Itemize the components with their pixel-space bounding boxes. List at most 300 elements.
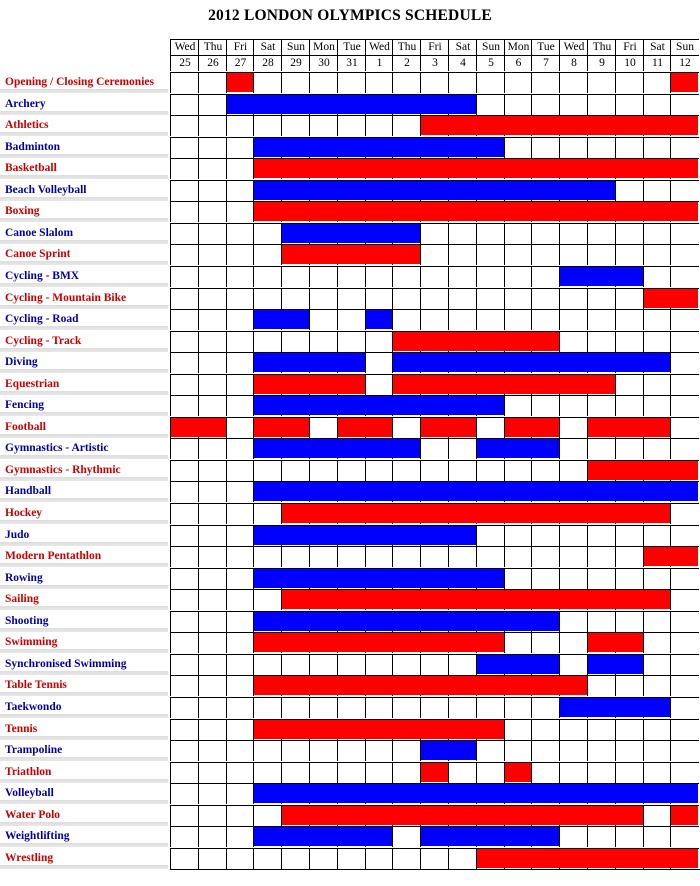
schedule-cell: [448, 309, 477, 330]
sport-label: Cycling - Road: [0, 309, 168, 330]
date-label: 3: [432, 57, 438, 69]
schedule-cell: [365, 460, 393, 481]
schedule-cell: [587, 309, 616, 330]
schedule-cell: [392, 309, 421, 330]
schedule-cell: [226, 223, 254, 244]
schedule-cell: [587, 525, 616, 546]
schedule-cell: [337, 460, 366, 481]
schedule-cell: [643, 654, 671, 675]
schedule-cell: [253, 115, 282, 136]
event-bar: [393, 353, 670, 372]
schedule-cell: [226, 805, 254, 826]
event-bar: [254, 676, 587, 695]
schedule-cell: [170, 740, 199, 761]
sport-row: [0, 115, 700, 136]
sport-label: Fencing: [0, 395, 168, 416]
schedule-cell: [337, 288, 366, 309]
schedule-cell: [226, 395, 254, 416]
schedule-cell: [198, 848, 227, 869]
event-bar: [254, 526, 476, 545]
sport-label: Judo: [0, 525, 168, 546]
schedule-cell: [198, 374, 227, 395]
date-column-header: [420, 39, 449, 71]
sport-label: Trampoline: [0, 740, 168, 761]
schedule-cell: [670, 740, 699, 761]
schedule-cell: [504, 137, 532, 158]
schedule-cell: [337, 331, 366, 352]
event-bar: [671, 806, 698, 825]
schedule-cell: [226, 115, 254, 136]
schedule-cell: [587, 762, 616, 783]
weekday-label: Wed: [171, 40, 199, 56]
schedule-cell: [670, 826, 699, 847]
sport-row: [0, 697, 700, 718]
sport-label: Swimming: [0, 632, 168, 653]
date-column-header: [476, 39, 505, 71]
schedule-cell: [337, 266, 366, 287]
schedule-cell: [643, 72, 671, 93]
weekday-label: Sat: [254, 40, 282, 56]
schedule-cell: [420, 654, 449, 675]
event-bar: [588, 633, 643, 652]
schedule-cell: [365, 848, 393, 869]
schedule-cell: [392, 826, 421, 847]
schedule-cell: [170, 719, 199, 740]
schedule-cell: [531, 719, 560, 740]
schedule-cell: [170, 180, 199, 201]
schedule-cell: [392, 697, 421, 718]
date-label: 11: [651, 57, 664, 69]
date-label: 29: [290, 57, 302, 69]
schedule-cell: [476, 72, 505, 93]
weekday-label: Sun: [282, 40, 310, 56]
schedule-cell: [198, 719, 227, 740]
schedule-cell: [531, 309, 560, 330]
sport-row: [0, 288, 700, 309]
sport-label: Football: [0, 417, 168, 438]
schedule-cell: [559, 740, 588, 761]
schedule-cell: [476, 762, 505, 783]
schedule-cell: [198, 783, 227, 804]
schedule-cell: [531, 546, 560, 567]
schedule-cell: [670, 352, 699, 373]
schedule-cell: [504, 288, 532, 309]
schedule-cell: [448, 697, 477, 718]
schedule-cell: [198, 525, 227, 546]
date-column-header: [587, 39, 616, 71]
schedule-cell: [392, 460, 421, 481]
sport-row: [0, 826, 700, 847]
schedule-cell: [170, 438, 199, 459]
schedule-cell: [226, 244, 254, 265]
event-bar: [254, 181, 615, 200]
schedule-cell: [420, 848, 449, 869]
schedule-cell: [615, 288, 644, 309]
schedule-cell: [420, 697, 449, 718]
date-label: 27: [234, 57, 247, 69]
schedule-cell: [281, 288, 310, 309]
sport-row: [0, 223, 700, 244]
schedule-cell: [226, 438, 254, 459]
schedule-cell: [587, 395, 616, 416]
schedule-cell: [337, 697, 366, 718]
sport-row: [0, 158, 700, 179]
schedule-cell: [504, 525, 532, 546]
schedule-cell: [670, 719, 699, 740]
schedule-cell: [587, 223, 616, 244]
schedule-cell: [643, 395, 671, 416]
schedule-cell: [643, 568, 671, 589]
sport-row: [0, 94, 700, 115]
schedule-cell: [504, 244, 532, 265]
schedule-cell: [420, 244, 449, 265]
schedule-cell: [337, 740, 366, 761]
schedule-cell: [643, 805, 671, 826]
sport-label: Sailing: [0, 589, 168, 610]
schedule-cell: [170, 309, 199, 330]
schedule-cell: [448, 244, 477, 265]
schedule-cell: [226, 158, 254, 179]
schedule-cell: [226, 481, 254, 502]
sport-label: Basketball: [0, 158, 168, 179]
sport-row: [0, 72, 700, 93]
event-bar: [421, 741, 476, 760]
schedule-cell: [643, 374, 671, 395]
event-bar: [254, 439, 420, 458]
schedule-cell: [559, 826, 588, 847]
event-bar: [282, 245, 420, 264]
sport-row: [0, 460, 700, 481]
schedule-cell: [643, 94, 671, 115]
date-column-header: [226, 39, 254, 71]
weekday-label: Tue: [532, 40, 560, 56]
schedule-cell: [226, 503, 254, 524]
schedule-cell: [504, 460, 532, 481]
schedule-cell: [281, 740, 310, 761]
schedule-cell: [170, 223, 199, 244]
schedule-cell: [170, 805, 199, 826]
schedule-cell: [531, 223, 560, 244]
event-bar: [254, 482, 698, 501]
schedule-cell: [309, 309, 338, 330]
schedule-cell: [170, 201, 199, 222]
event-bar: [366, 310, 392, 329]
sport-label: Cycling - Track: [0, 331, 168, 352]
sport-row: [0, 740, 700, 761]
schedule-cell: [476, 546, 505, 567]
event-bar: [171, 418, 226, 437]
sport-row: [0, 201, 700, 222]
schedule-cell: [170, 675, 199, 696]
schedule-cell: [253, 244, 282, 265]
sport-row: [0, 848, 700, 869]
sport-row: [0, 632, 700, 653]
event-bar: [560, 698, 670, 717]
schedule-cell: [643, 675, 671, 696]
schedule-cell: [559, 460, 588, 481]
schedule-cell: [365, 762, 393, 783]
date-column-header: [170, 39, 199, 71]
schedule-cell: [615, 525, 644, 546]
weekday-label: Thu: [588, 40, 616, 56]
schedule-cell: [615, 180, 644, 201]
schedule-cell: [198, 611, 227, 632]
schedule-cell: [198, 223, 227, 244]
schedule-cell: [670, 568, 699, 589]
schedule-cell: [281, 266, 310, 287]
schedule-cell: [531, 632, 560, 653]
schedule-cell: [531, 697, 560, 718]
schedule-cell: [392, 266, 421, 287]
schedule-cell: [170, 632, 199, 653]
schedule-cell: [643, 180, 671, 201]
weekday-label: Fri: [421, 40, 449, 56]
schedule-cell: [309, 654, 338, 675]
event-bar: [505, 418, 559, 437]
schedule-cell: [670, 374, 699, 395]
schedule-cell: [504, 632, 532, 653]
sport-row: [0, 352, 700, 373]
schedule-cell: [531, 288, 560, 309]
schedule-cell: [587, 288, 616, 309]
date-column-header: [670, 39, 699, 71]
schedule-cell: [365, 331, 393, 352]
schedule-cell: [253, 503, 282, 524]
schedule-cell: [309, 331, 338, 352]
schedule-cell: [531, 460, 560, 481]
schedule-cell: [226, 331, 254, 352]
schedule-cell: [448, 654, 477, 675]
schedule-cell: [309, 697, 338, 718]
schedule-cell: [281, 654, 310, 675]
schedule-cell: [309, 115, 338, 136]
schedule-cell: [476, 309, 505, 330]
schedule-cell: [559, 244, 588, 265]
schedule-cell: [420, 438, 449, 459]
schedule-cell: [615, 719, 644, 740]
sport-label: Rowing: [0, 568, 168, 589]
schedule-cell: [198, 654, 227, 675]
schedule-cell: [587, 826, 616, 847]
sport-label: Weightlifting: [0, 826, 168, 847]
schedule-cell: [253, 589, 282, 610]
schedule-cell: [253, 805, 282, 826]
schedule-cell: [281, 115, 310, 136]
schedule-cell: [504, 740, 532, 761]
schedule-cell: [253, 460, 282, 481]
schedule-cell: [476, 223, 505, 244]
schedule-cell: [392, 848, 421, 869]
schedule-cell: [643, 719, 671, 740]
event-bar: [282, 224, 420, 243]
schedule-cell: [643, 826, 671, 847]
schedule-cell: [198, 438, 227, 459]
schedule-cell: [253, 740, 282, 761]
schedule-cell: [643, 762, 671, 783]
schedule-cell: [281, 331, 310, 352]
event-bar: [588, 655, 643, 674]
schedule-cell: [198, 309, 227, 330]
schedule-cell: [226, 719, 254, 740]
schedule-cell: [365, 374, 393, 395]
schedule-cell: [531, 568, 560, 589]
schedule-cell: [170, 374, 199, 395]
schedule-cell: [643, 740, 671, 761]
schedule-cell: [337, 762, 366, 783]
schedule-cell: [226, 848, 254, 869]
event-bar: [254, 569, 504, 588]
schedule-cell: [281, 72, 310, 93]
event-bar: [393, 332, 559, 351]
schedule-cell: [226, 137, 254, 158]
schedule-cell: [170, 762, 199, 783]
schedule-cell: [198, 288, 227, 309]
schedule-cell: [309, 460, 338, 481]
date-label: 2: [404, 57, 410, 69]
sport-row: [0, 395, 700, 416]
weekday-label: Sun: [477, 40, 505, 56]
sport-row: [0, 675, 700, 696]
sport-row: [0, 137, 700, 158]
schedule-cell: [670, 244, 699, 265]
sport-label: Equestrian: [0, 374, 168, 395]
sport-label: Archery: [0, 94, 168, 115]
sport-row: [0, 783, 700, 804]
schedule-cell: [615, 223, 644, 244]
grid-bottom-line: [170, 869, 700, 870]
event-bar: [560, 267, 643, 286]
sport-label: Shooting: [0, 611, 168, 632]
sport-label: Taekwondo: [0, 697, 168, 718]
schedule-cell: [365, 740, 393, 761]
sport-label: Diving: [0, 352, 168, 373]
schedule-cell: [670, 589, 699, 610]
schedule-cell: [559, 525, 588, 546]
sport-row: [0, 374, 700, 395]
sport-label: Cycling - Mountain Bike: [0, 288, 168, 309]
sport-label: Athletics: [0, 115, 168, 136]
schedule-cell: [337, 115, 366, 136]
schedule-cell: [198, 481, 227, 502]
weekday-label: Thu: [199, 40, 227, 56]
schedule-cell: [198, 826, 227, 847]
schedule-cell: [559, 309, 588, 330]
schedule-cell: [670, 309, 699, 330]
schedule-cell: [365, 654, 393, 675]
schedule-cell: [615, 395, 644, 416]
schedule-cell: [643, 309, 671, 330]
schedule-cell: [198, 697, 227, 718]
schedule-cell: [226, 417, 254, 438]
schedule-cell: [448, 223, 477, 244]
sport-row: [0, 546, 700, 567]
schedule-cell: [365, 288, 393, 309]
sport-label: Handball: [0, 481, 168, 502]
event-bar: [421, 827, 559, 846]
weekday-label: Tue: [338, 40, 366, 56]
schedule-cell: [420, 72, 449, 93]
schedule-cell: [587, 546, 616, 567]
schedule-cell: [170, 848, 199, 869]
schedule-cell: [587, 719, 616, 740]
schedule-cell: [615, 826, 644, 847]
schedule-cell: [198, 589, 227, 610]
event-bar: [254, 396, 504, 415]
date-column-header: [504, 39, 532, 71]
schedule-cell: [559, 72, 588, 93]
event-bar: [588, 461, 698, 480]
schedule-cell: [392, 72, 421, 93]
event-bar: [254, 720, 504, 739]
event-bar: [254, 202, 698, 221]
schedule-cell: [476, 417, 505, 438]
schedule-cell: [476, 525, 505, 546]
schedule-cell: [198, 568, 227, 589]
event-bar: [254, 375, 365, 394]
weekday-label: Sat: [449, 40, 477, 56]
schedule-cell: [309, 762, 338, 783]
schedule-cell: [226, 762, 254, 783]
schedule-cell: [448, 438, 477, 459]
sport-label: Canoe Slalom: [0, 223, 168, 244]
schedule-cell: [170, 137, 199, 158]
schedule-cell: [420, 288, 449, 309]
schedule-cell: [198, 762, 227, 783]
schedule-cell: [198, 115, 227, 136]
schedule-cell: [615, 762, 644, 783]
schedule-cell: [643, 223, 671, 244]
schedule-cell: [226, 826, 254, 847]
sport-label: Gymnastics - Rhythmic: [0, 460, 168, 481]
schedule-cell: [531, 94, 560, 115]
event-bar: [505, 763, 531, 782]
schedule-cell: [170, 352, 199, 373]
schedule-cell: [309, 72, 338, 93]
schedule-cell: [476, 460, 505, 481]
weekday-label: Mon: [310, 40, 338, 56]
schedule-cell: [198, 395, 227, 416]
schedule-cell: [226, 546, 254, 567]
schedule-cell: [587, 137, 616, 158]
event-bar: [644, 547, 698, 566]
schedule-cell: [587, 568, 616, 589]
schedule-cell: [392, 740, 421, 761]
event-bar: [254, 633, 504, 652]
schedule-cell: [365, 72, 393, 93]
schedule-cell: [198, 632, 227, 653]
schedule-cell: [226, 525, 254, 546]
schedule-cell: [670, 632, 699, 653]
schedule-cell: [531, 525, 560, 546]
schedule-cell: [226, 675, 254, 696]
schedule-cell: [670, 697, 699, 718]
sport-row: [0, 244, 700, 265]
date-column-header: [392, 39, 421, 71]
schedule-cell: [198, 180, 227, 201]
schedule-cell: [531, 266, 560, 287]
date-label: 4: [460, 57, 466, 69]
schedule-cell: [670, 654, 699, 675]
schedule-cell: [309, 288, 338, 309]
schedule-cell: [504, 94, 532, 115]
schedule-cell: [559, 719, 588, 740]
event-bar: [254, 159, 698, 178]
event-bar: [282, 504, 670, 523]
schedule-cell: [309, 266, 338, 287]
schedule-cell: [559, 762, 588, 783]
date-label: 12: [679, 57, 691, 69]
schedule-cell: [587, 740, 616, 761]
